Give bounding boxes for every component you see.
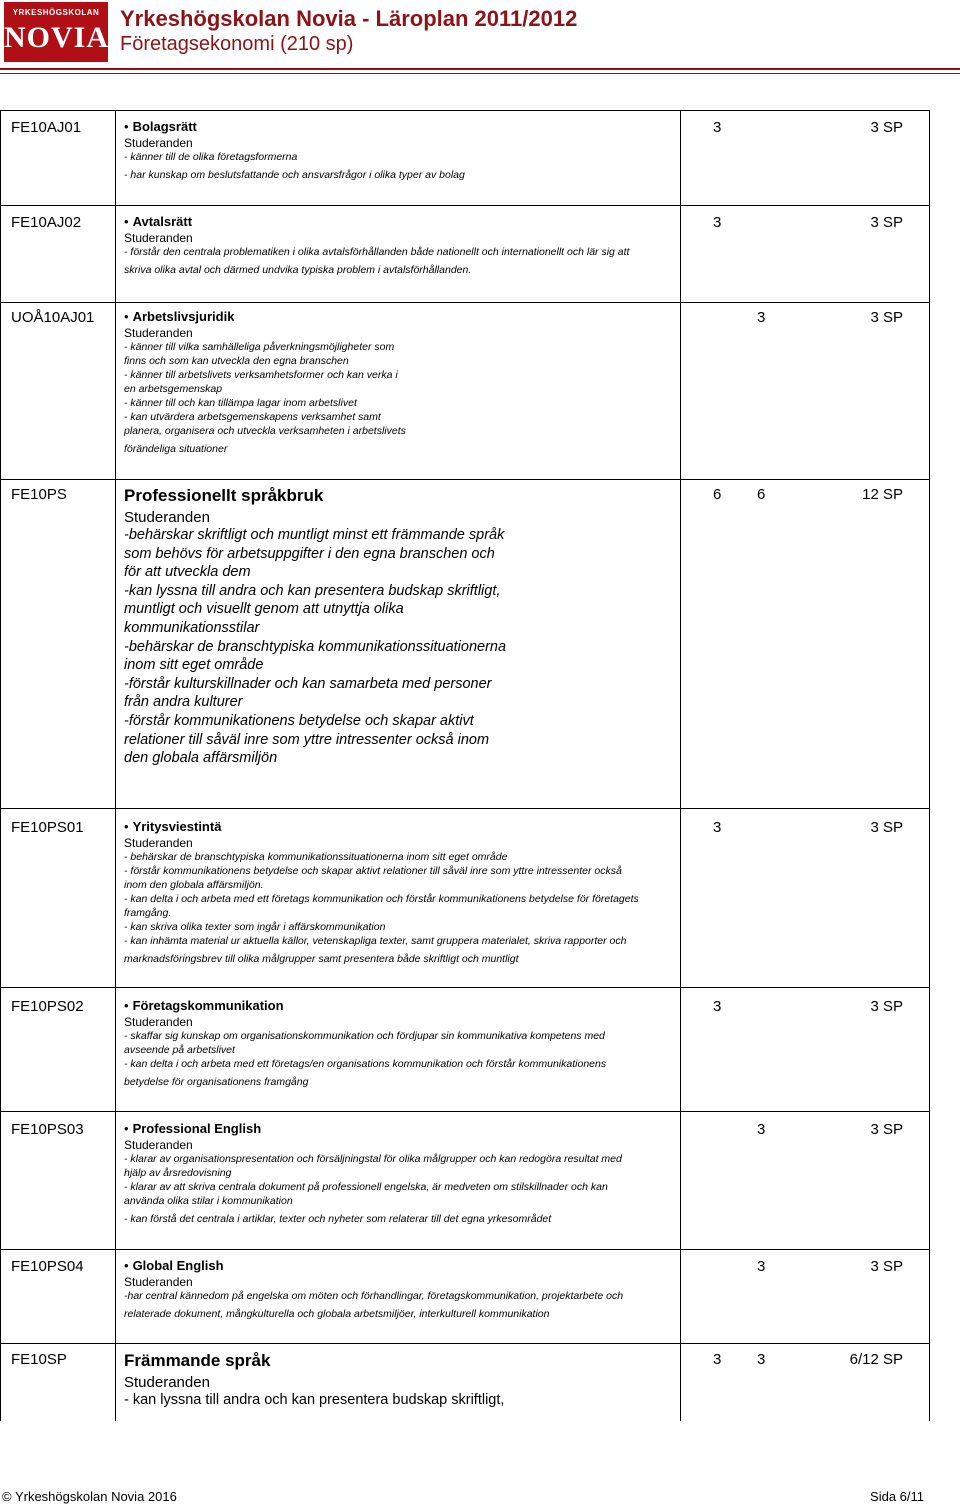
objective-line: - kan utvärdera arbetsgemenskapens verksamhet samt (124, 411, 381, 423)
header-rule-thin (0, 73, 960, 74)
objective-line: - kan lyssna till andra och kan presentera budskap skriftligt, (124, 1392, 505, 1408)
objective-line: - förstår kommunikationens betydelse och skapar aktivt relationer till såväl inre som yttre intressenter också (124, 865, 622, 877)
course-code: FE10PS03 (11, 1121, 84, 1138)
credits-col1: 3 (713, 214, 722, 231)
course-code: FE10AJ01 (11, 119, 82, 136)
objective-line: - kan förstå det centrala i artiklar, texter och nyheter som relaterar till det egna yrkesområdet (124, 1213, 552, 1225)
credits-col1: 3 (713, 819, 722, 836)
row-separator (1, 1343, 929, 1344)
row-separator (1, 205, 929, 206)
studeranden-label: Studeranden (124, 836, 193, 850)
objective-line: relaterade dokument, mångkulturella och globala arbetsmiljöer, interkulturell kommunikation (124, 1308, 550, 1320)
footer-copyright: © Yrkeshögskolan Novia 2016 (2, 1489, 177, 1504)
objective-line: - klarar av organisationspresentation och försäljningstal för olika målgrupper och kan redogöra resultat med (124, 1153, 622, 1165)
objective-line: -kan lyssna till andra och kan presentera budskap skriftligt, (124, 582, 501, 599)
credits-col1: 3 (713, 119, 722, 136)
header-rule-thick (0, 68, 960, 70)
objective-line: marknadsföringsbrev till olika målgrupper samt presentera både skriftligt och muntligt (124, 953, 519, 965)
study-points: 3 SP (870, 1258, 903, 1275)
study-points: 3 SP (870, 819, 903, 836)
studeranden-label: Studeranden (124, 509, 210, 526)
objective-line: - har kunskap om beslutsfattande och ansvarsfrågor i olika typer av bolag (124, 169, 465, 181)
course-code: FE10PS01 (11, 819, 84, 836)
objective-line: den globala affärsmiljön (124, 750, 278, 767)
course-code: FE10PS04 (11, 1258, 84, 1275)
objective-line: kommunikationsstilar (124, 619, 260, 636)
course-title: • Bolagsrätt (124, 119, 197, 134)
course-description (124, 119, 680, 182)
course-code: FE10SP (11, 1351, 67, 1368)
page-header (0, 0, 960, 68)
objective-line: - klarar av att skriva centrala dokument på professionell engelska, är medveten om stilskillnader och kan (124, 1181, 608, 1193)
objective-line: - behärskar de branschtypiska kommunikationssituationerna inom sitt eget område (124, 851, 508, 863)
objective-line: muntligt och visuellt genom att utnyttja olika (124, 601, 404, 618)
document-title: Yrkeshögskolan Novia - Läroplan 2011/2012 (120, 6, 578, 31)
study-points: 3 SP (870, 998, 903, 1015)
objective-line: planera, organisera och utveckla verksamheten i arbetslivets (124, 425, 406, 437)
course-description (124, 1258, 680, 1321)
studeranden-label: Studeranden (124, 1015, 193, 1029)
logo-main-text: NOVIA (4, 21, 110, 54)
objective-line: använda olika stilar i kommunikation (124, 1195, 293, 1207)
objective-line: - känner till de olika företagsformerna (124, 151, 298, 163)
studeranden-label: Studeranden (124, 1275, 193, 1289)
objective-line: från andra kulturer (124, 694, 243, 711)
row-separator (1, 808, 929, 809)
study-points: 6/12 SP (849, 1351, 903, 1368)
credits-col2: 3 (757, 1258, 766, 1275)
course-title: • Global English (124, 1258, 224, 1273)
course-title: • Avtalsrätt (124, 214, 193, 229)
row-separator (1, 302, 929, 303)
credits-col2: 3 (757, 1121, 766, 1138)
credits-col2: 6 (757, 486, 766, 503)
studeranden-label: Studeranden (124, 1138, 193, 1152)
course-code: UOÅ10AJ01 (11, 309, 95, 326)
logo-top-text: YRKESHÖGSKOLAN (12, 8, 100, 17)
course-description (124, 998, 680, 1089)
course-description (124, 486, 680, 768)
objective-line: en arbetsgemenskap (124, 383, 223, 395)
course-description (124, 214, 680, 277)
objective-line: - känner till och kan tillämpa lagar inom arbetslivet (124, 397, 357, 409)
objective-line: - kan delta i och arbeta med ett företags/en organisations kommunikation och förstår kommunikationens (124, 1058, 607, 1070)
objective-line: - känner till vilka samhälleliga påverkningsmöjligheter som (124, 341, 395, 353)
studeranden-label: Studeranden (124, 1374, 210, 1391)
objective-line: -har central kännedom på engelska om möten och förhandlingar, företagskommunikation, projektarbete och (124, 1290, 624, 1302)
objective-line: förändeliga situationer (124, 443, 228, 455)
row-separator (1, 479, 929, 480)
objective-line: hjälp av årsredovisning (124, 1167, 232, 1179)
objective-line: -förstår kulturskillnader och kan samarbeta med personer (124, 675, 492, 692)
objective-line: - kan delta i och arbeta med ett företags kommunikation och förstår kommunikationens betydelse för företagets (124, 893, 639, 905)
objective-line: - förstår den centrala problematiken i olika avtalsförhållanden både nationellt och internationellt och lär sig att (124, 246, 630, 258)
course-code: FE10PS (11, 486, 67, 503)
study-points: 3 SP (870, 1121, 903, 1138)
objective-line: -behärskar skriftligt och muntligt minst ett främmande språk (124, 527, 505, 543)
credits-col1: 3 (713, 998, 722, 1015)
document-subtitle: Företagsekonomi (210 sp) (120, 33, 354, 55)
row-separator (1, 1111, 929, 1112)
credits-col2: 3 (757, 309, 766, 326)
column-divider-desc (680, 111, 681, 1421)
objective-line: -behärskar de branschtypiska kommunikationssituationerna (124, 638, 507, 655)
objective-line: avseende på arbetslivet (124, 1044, 235, 1056)
row-separator (1, 987, 929, 988)
objective-line: som behövs för arbetsuppgifter i den egna branschen och (124, 545, 495, 562)
course-title: • Arbetslivsjuridik (124, 309, 235, 324)
course-title: • Professional English (124, 1121, 262, 1136)
course-table (0, 110, 930, 1421)
course-title: Främmande språk (124, 1351, 271, 1370)
course-code: FE10PS02 (11, 998, 84, 1015)
objective-line: för att utveckla dem (124, 564, 251, 581)
column-divider-code (115, 111, 116, 1421)
course-description (124, 309, 680, 456)
credits-col1: 3 (713, 1351, 722, 1368)
objective-line: inom sitt eget område (124, 657, 264, 674)
objective-line: - känner till arbetslivets verksamhetsformer och kan verka i (124, 369, 398, 381)
study-points: 3 SP (870, 119, 903, 136)
objective-line: inom den globala affärsmiljön. (124, 879, 264, 891)
objective-line: framgång. (124, 907, 172, 919)
row-separator (1, 1249, 929, 1250)
objective-line: skriva olika avtal och därmed undvika typiska problem i avtalsförhållanden. (124, 264, 472, 276)
credits-col1: 6 (713, 486, 722, 503)
study-points: 12 SP (862, 486, 903, 503)
studeranden-label: Studeranden (124, 136, 193, 150)
novia-logo (4, 2, 108, 62)
objective-line: finns och som kan utveckla den egna branschen (124, 355, 349, 367)
course-title: Professionellt språkbruk (124, 486, 324, 505)
objective-line: - skaffar sig kunskap om organisationskommunikation och fördjupar sin kommunikativa kompetens med (124, 1030, 605, 1042)
course-code: FE10AJ02 (11, 214, 82, 231)
objective-line: -förstår kommunikationens betydelse och skapar aktivt (124, 712, 474, 729)
course-description (124, 1351, 680, 1410)
studeranden-label: Studeranden (124, 326, 193, 340)
course-title: • Företagskommunikation (124, 998, 284, 1013)
credits-col2: 3 (757, 1351, 766, 1368)
course-description (124, 819, 680, 966)
footer-page-number: Sida 6/11 (870, 1489, 924, 1504)
objective-line: - kan inhämta material ur aktuella källor, vetenskapliga texter, samt gruppera materialet, skriva rapporter och (124, 935, 627, 947)
study-points: 3 SP (870, 214, 903, 231)
objective-line: betydelse för organisationens framgång (124, 1076, 309, 1088)
course-description (124, 1121, 680, 1226)
objective-line: - kan skriva olika texter som ingår i affärskommunikation (124, 921, 386, 933)
course-title: • Yritysviestintä (124, 819, 222, 834)
study-points: 3 SP (870, 309, 903, 326)
objective-line: relationer till såväl inre som yttre intressenter också inom (124, 731, 490, 748)
studeranden-label: Studeranden (124, 231, 193, 245)
